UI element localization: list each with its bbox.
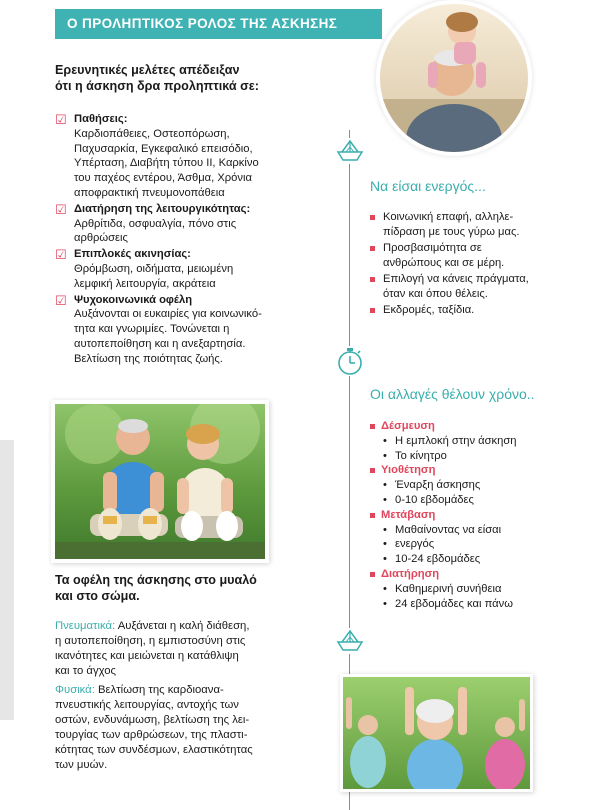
stretching-couple-photo bbox=[55, 404, 265, 559]
active-list bbox=[370, 210, 570, 320]
prevention-list bbox=[55, 112, 325, 368]
page-title: Ο ΠΡΟΛΗΠΤΙΚΟΣ ΡΟΛΟΣ ΤΗΣ ΑΣΚΗΣΗΣ bbox=[55, 9, 382, 39]
physical-benefits: Φυσικά: Βελτίωση της καρδιοανα- πνευστικής λειτουργίας, αντοχής των οστών, ενδυνάμωση, βελτίωση της λει- τουργίας των αρθρώσεων, της πλαστι- κότητας των συνδέσμων, ελαστικότητας των μυών. bbox=[55, 684, 253, 771]
stage-transition: Μετάβαση bbox=[370, 508, 570, 523]
benefit-psychosocial: ☑ Ψυχοκοινωνικά οφέλη Αυξάνονται οι ευκαιρίες για κοινωνικό- τητα και γνωριμίες. Τονώνεται η αυτοπεποίθηση και η ανεξαρτησία. Βελτίωση της ποιότητας ζωής. bbox=[55, 292, 262, 365]
check-icon: ☑ bbox=[55, 247, 67, 263]
paper-boat-icon bbox=[336, 628, 364, 654]
mental-benefits: Πνευματικά: Αυξάνεται η καλή διάθεση, η αυτοπεποίθηση, η εμπιστοσύνη στις ικανότητες και μειώνεται η κατάθλιψη και το άγχος bbox=[55, 620, 250, 677]
change-section-title: Οι αλλαγές θέλουν χρόνο.. bbox=[370, 386, 535, 402]
check-icon: ☑ bbox=[55, 292, 67, 308]
body-benefits-heading: Τα οφέλη της άσκησης στο μυαλό και στο σώμα. bbox=[55, 573, 257, 603]
list-item: Κοινωνική επαφή, αλληλε- πίδραση με τους γύρω μας. bbox=[370, 210, 570, 239]
list-item: Εκδρομές, ταξίδια. bbox=[370, 303, 570, 318]
senior-exercise-class-photo bbox=[343, 677, 530, 789]
benefit-immobility: ☑ Επιπλοκές ακινησίας: Θρόμβωση, οιδήματα, μειωμένη λεμφική λειτουργία, ακράτεια bbox=[55, 247, 234, 290]
check-icon: ☑ bbox=[55, 201, 67, 217]
grandfather-grandchild-photo bbox=[380, 4, 528, 152]
stage-commitment: Δέσμευση bbox=[370, 419, 570, 434]
stage-adoption: Υιοθέτηση bbox=[370, 463, 570, 478]
left-accent-bar bbox=[0, 440, 14, 720]
active-section-title: Να είσαι ενεργός... bbox=[370, 178, 486, 194]
paper-boat-icon bbox=[336, 138, 364, 164]
check-icon: ☑ bbox=[55, 112, 67, 127]
benefit-functionality: ☑ Διατήρηση της λειτουργικότητας: Αρθρίτιδα, οσφυαλγία, πόνο στις αρθρώσεις bbox=[55, 201, 251, 245]
list-item: Προσβασιμότητα σε ανθρώπους και σε μέρη. bbox=[370, 241, 570, 270]
intro-heading: Ερευνητικές μελέτες απέδειξαν ότι η άσκηση δρα προληπτικά σε: bbox=[55, 63, 259, 93]
stage-maintenance: Διατήρηση bbox=[370, 567, 570, 582]
change-stages: Δέσμευση • Η εμπλοκή στην άσκηση • Το κίνητρο Υιοθέτηση • Έναρξη άσκησης • 0-10 εβδομάδες Μετάβαση • Μαθαίνοντας να είσαι • ενεργός • 10-24 εβδομάδες Διατήρηση • Καθημερινή συνήθεια • 24 εβδομάδες και πάνω bbox=[370, 419, 570, 611]
stopwatch-icon bbox=[336, 346, 364, 376]
benefit-diseases: ☑ Παθήσεις: Καρδιοπάθειες, Οστεοπόρωση, Παχυσαρκία, Εγκεφαλικό επεισόδιο, Υπέρταση, Διαβήτη τύπου ΙΙ, Καρκίνο του παχέος εντέρου, Άσθμα, Χρόνια αποφρακτική πνευμονοπάθεια bbox=[55, 112, 259, 199]
list-item: Επιλογή να κάνεις πράγματα, όταν και όπου θέλεις. bbox=[370, 272, 570, 301]
